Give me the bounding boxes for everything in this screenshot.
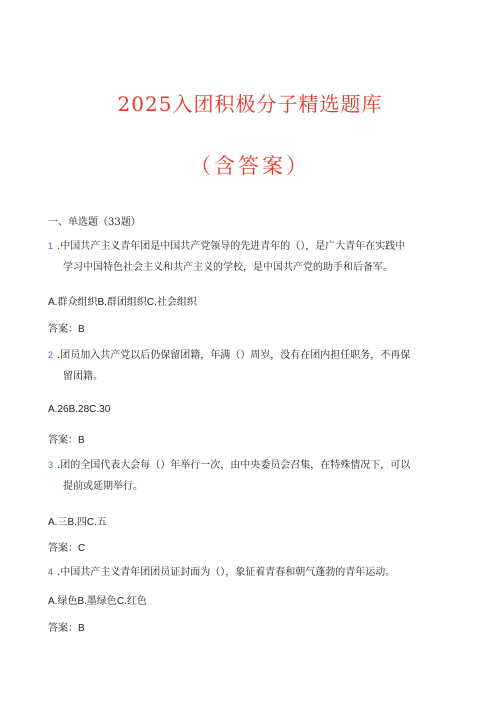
question-text-line1: .团员加入共产党以后仍保留团籍，年满（）周岁，没有在团内担任职务，不再保: [57, 350, 411, 361]
question-2-options: A.26B.28C.30: [48, 404, 111, 415]
question-text-line2: 提前或延期举行。: [63, 481, 143, 492]
question-1: [48, 236, 456, 278]
question-3: [48, 455, 456, 497]
question-text-line2: 留团籍。: [63, 371, 103, 382]
answer-label: 答案：: [48, 543, 78, 554]
question-1-answer: [48, 320, 85, 335]
question-text-line2: 学习中国特色社会主义和共产主义的学校，是中国共产党的助手和后备军。: [63, 262, 393, 273]
answer-label: 答案：: [48, 623, 78, 634]
question-1-options: A.群众组织B.群团组织C.社会组织: [48, 297, 197, 308]
document-subtitle: （含答案）: [190, 154, 310, 178]
question-2-answer: [48, 431, 85, 446]
document-title: 2025入团积极分子精选题库: [117, 92, 383, 116]
question-3-options: A.三B.四C.五: [48, 517, 107, 528]
question-number: 1: [48, 241, 54, 251]
question-4-options: A.绿色B.墨绿色C.红色: [48, 596, 147, 607]
answer-value: B: [78, 435, 85, 446]
question-text-line1: .团的全国代表大会每（）年举行一次，由中央委员会召集，在特殊情况下，可以: [57, 460, 411, 471]
question-number: 2: [48, 350, 54, 360]
question-4-answer: [48, 619, 85, 634]
question-text-line1: .中国共产主义青年团团员证封面为（），象征着青春和朝气蓬勃的青年运动。: [57, 567, 396, 578]
question-4: [48, 562, 456, 583]
answer-value: B: [78, 324, 85, 335]
question-3-answer: [48, 539, 85, 554]
answer-label: 答案：: [48, 324, 78, 335]
answer-value: C: [78, 543, 86, 554]
question-2: [48, 345, 456, 387]
question-text-line1: .中国共产主义青年团是中国共产党领导的先进青年的（），是广大青年在实践中: [57, 241, 406, 252]
question-number: 4: [48, 567, 54, 577]
answer-label: 答案：: [48, 435, 78, 446]
question-number: 3: [48, 460, 54, 470]
answer-value: B: [78, 623, 85, 634]
section-heading: 一、单选题（33题）: [48, 217, 141, 228]
